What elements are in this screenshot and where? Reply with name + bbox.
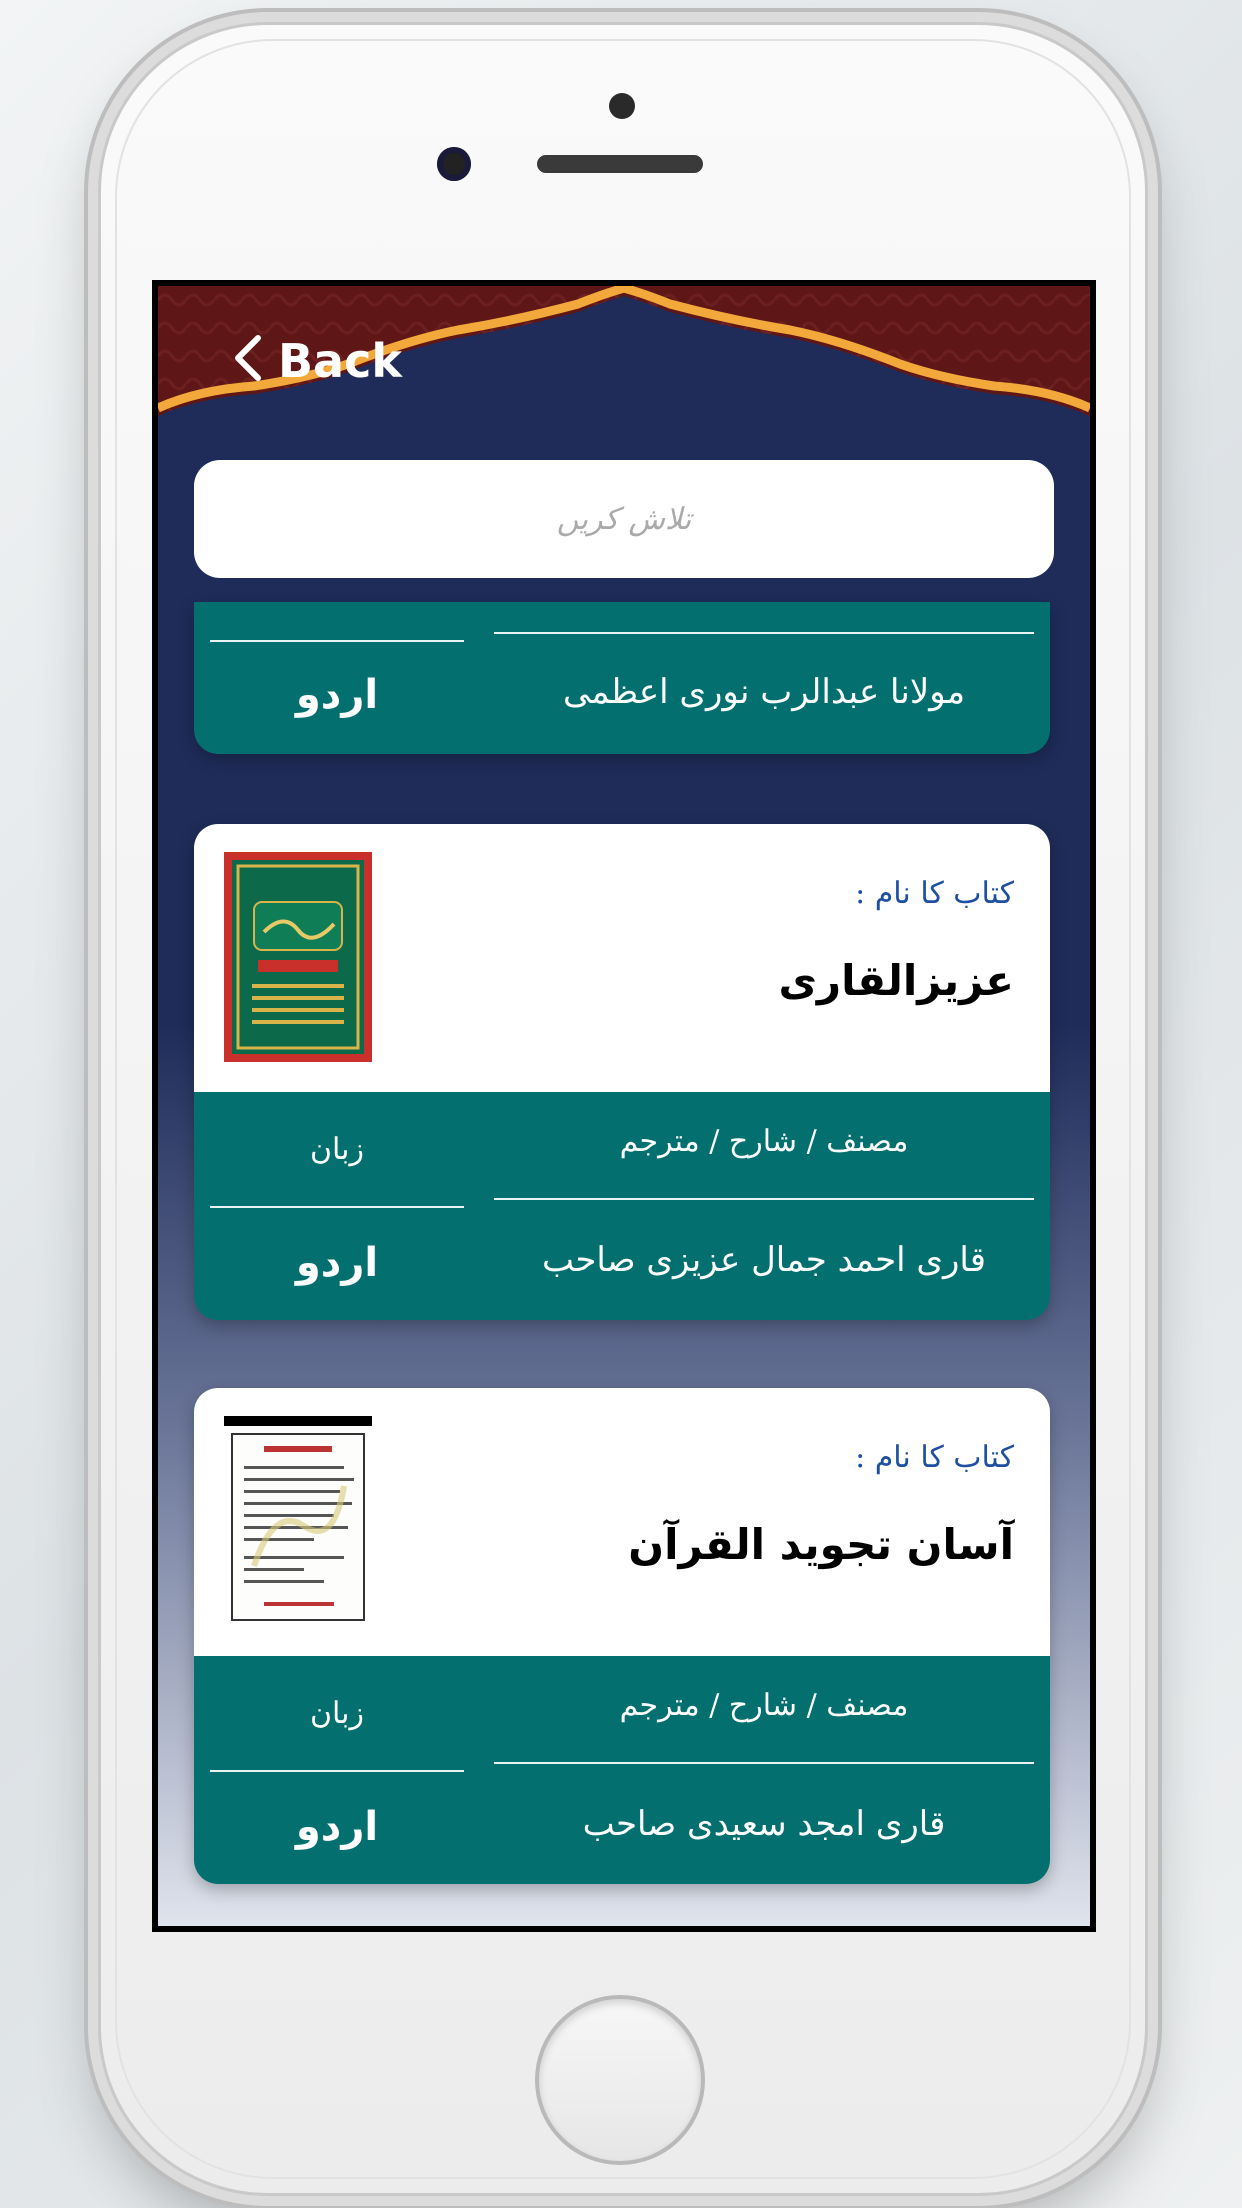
author-value: قاری احمد جمال عزیزی صاحب: [541, 1240, 987, 1280]
app-screen: [152, 280, 1096, 1932]
book-title: آسان تجوید القرآن: [628, 1520, 1014, 1569]
book-card[interactable]: [194, 824, 1050, 1320]
book-card[interactable]: [194, 602, 1050, 754]
author-value: قاری امجد سعیدی صاحب: [582, 1804, 946, 1844]
book-card[interactable]: [194, 1388, 1050, 1884]
card-details: [194, 602, 1050, 754]
card-header: [194, 1388, 1050, 1656]
language-value: اردو: [295, 1804, 379, 1850]
card-details: [194, 1656, 1050, 1884]
front-camera: [437, 147, 471, 181]
book-title: عزیزالقاری: [778, 956, 1014, 1005]
language-value: اردو: [295, 672, 379, 718]
card-details: [194, 1092, 1050, 1320]
language-header: زبان: [309, 1696, 364, 1731]
book-cover-image: [224, 852, 372, 1062]
card-header: [194, 824, 1050, 1092]
book-name-label: کتاب کا نام :: [855, 1440, 1014, 1475]
home-button[interactable]: [535, 1995, 705, 2165]
language-value: اردو: [295, 1240, 379, 1286]
proximity-sensor: [609, 93, 635, 119]
divider: [494, 1198, 1034, 1200]
divider: [494, 632, 1034, 634]
divider: [210, 640, 464, 642]
divider: [210, 1770, 464, 1772]
search-input[interactable]: [194, 460, 1054, 578]
author-value: مولانا عبدالرب نوری اعظمی: [562, 672, 966, 712]
header-bar: [158, 286, 1090, 421]
back-button[interactable]: [230, 334, 402, 388]
earpiece: [537, 155, 703, 173]
divider: [210, 1206, 464, 1208]
author-header: مصنف / شارح / مترجم: [619, 1688, 909, 1723]
book-cover-image: [224, 1416, 372, 1626]
language-header: زبان: [309, 1132, 364, 1167]
back-label: Back: [278, 334, 402, 388]
book-name-label: کتاب کا نام :: [855, 876, 1014, 911]
author-header: مصنف / شارح / مترجم: [619, 1124, 909, 1159]
divider: [494, 1762, 1034, 1764]
